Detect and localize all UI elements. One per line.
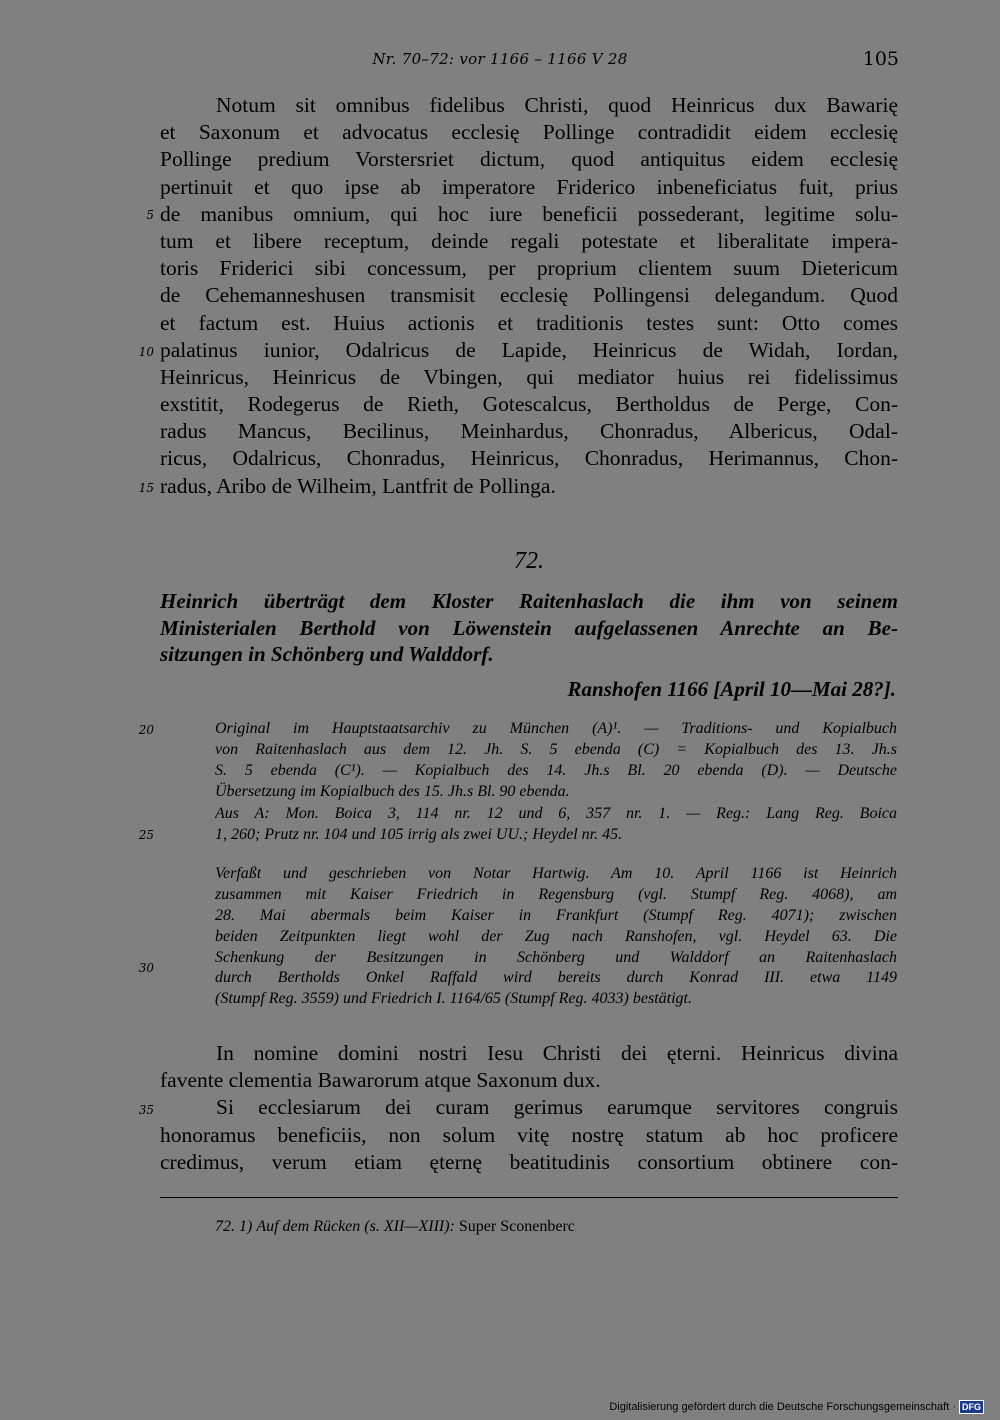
text-line: palatinus iunior, Odalricus de Lapide, Heinricus de Widah, Iordan, xyxy=(160,337,898,362)
line-number: 35 xyxy=(138,1103,154,1117)
text-line: de manibus omnium, qui hoc iure beneficii possederant, legitime solu- xyxy=(160,201,898,226)
text-line: ricus, Odalricus, Chonradus, Heinricus, Chonradus, Herimannus, Chon- xyxy=(160,446,898,471)
footnote-text: Super Sconenberc xyxy=(458,1218,575,1235)
text-line: Si ecclesiarum dei curam gerimus earumque servitores congruis xyxy=(216,1095,898,1120)
digitization-credit xyxy=(609,1400,984,1414)
line-number: 25 xyxy=(138,828,154,842)
page-number: 105 xyxy=(862,48,899,70)
dfg-logo-icon[interactable]: DFG xyxy=(959,1400,984,1414)
text-line: de Cehemanneshusen transmisit ecclesię Pollingensi delegandum. Quod xyxy=(160,283,898,308)
text-line: radus, Aribo de Wilheim, Lantfrit de Pollinga. xyxy=(160,473,556,498)
commentary-line: durch Bertholds Onkel Raffald wird bereits durch Konrad III. etwa 1149 xyxy=(215,969,897,987)
text-line: pertinuit et quo ipse ab imperatore Friderico inbeneficiatus fuit, prius xyxy=(160,174,898,199)
line-number: 20 xyxy=(138,723,154,737)
prints-note xyxy=(215,804,897,846)
commentary-line: Schenkung der Besitzungen in Schönberg und Walddorf an Raitenhaslach xyxy=(215,948,897,966)
tradition-note xyxy=(215,719,897,803)
footnote xyxy=(215,1218,575,1236)
regest-line: Heinrich überträgt dem Kloster Raitenhaslach die ihm von seinem xyxy=(160,589,898,613)
regest-line: Ministerialen Berthold von Löwenstein aufgelassenen Anrechte an Be- xyxy=(160,615,898,640)
text-line: Heinricus, Heinricus de Vbingen, qui mediator huius rei fidelissimus xyxy=(160,364,898,389)
commentary-line: zusammen mit Kaiser Friedrich in Regensburg (vgl. Stumpf Reg. 4068), am xyxy=(215,885,897,903)
commentary-line: 28. Mai abermals beim Kaiser in Frankfurt (Stumpf Reg. 4071); zwischen xyxy=(215,906,897,924)
tradition-line: Original im Hauptstaatsarchiv zu München (A)¹. — Traditions- und Kopialbuch xyxy=(215,720,897,737)
tradition-line: von Raitenhaslach aus dem 12. Jh. S. 5 ebenda (C) = Kopialbuch des 13. Jh.s xyxy=(215,740,897,758)
charter-text-71 xyxy=(160,92,898,500)
line-number: 30 xyxy=(138,961,154,975)
text-line: radus Mancus, Becilinus, Meinhardus, Chonradus, Albericus, Odal- xyxy=(160,419,898,444)
prints-line: 1, 260; Prutz nr. 104 und 105 irrig als zwei UU.; Heydel nr. 45. xyxy=(215,825,623,843)
commentary-line: Verfaßt und geschrieben von Notar Hartwig. Am 10. April 1166 ist Heinrich xyxy=(215,865,897,882)
tradition-line: S. 5 ebenda (C¹). — Kopialbuch des 14. Jh.s Bl. 20 ebenda (D). — Deutsche xyxy=(215,761,897,779)
regest xyxy=(160,588,898,668)
prints-line: Aus A: Mon. Boica 3, 114 nr. 12 und 6, 357 nr. 1. — Reg.: Lang Reg. Boica xyxy=(215,805,897,822)
text-line: toris Friderici sibi concessum, per proprium clientem suum Dietericum xyxy=(160,256,898,281)
text-line: credimus, verum etiam ęternę beatitudinis consortium obtinere con- xyxy=(160,1149,898,1174)
running-title: Nr. 70–72: vor 1166 – 1166 V 28 xyxy=(372,50,628,68)
regest-line: sitzungen in Schönberg und Walddorf. xyxy=(160,642,494,666)
document-number: 72. xyxy=(514,548,544,574)
text-line: In nomine domini nostri Iesu Christi dei ęterni. Heinricus divina xyxy=(216,1041,898,1065)
line-number: 15 xyxy=(138,481,154,495)
text-line: et Saxonum et advocatus ecclesię Pollinge contradidit eidem ecclesię xyxy=(160,120,898,145)
dateline: Ranshofen 1166 [April 10—Mai 28?]. xyxy=(567,677,896,701)
tradition-line: Übersetzung im Kopialbuch des 15. Jh.s Bl. 90 ebenda. xyxy=(215,782,570,800)
text-line: et factum est. Huius actionis et traditionis testes sunt: Otto comes xyxy=(160,310,898,335)
commentary-note xyxy=(215,864,897,1010)
charter-text-72 xyxy=(160,1040,898,1176)
footnote-marker: 72. 1) xyxy=(215,1218,253,1235)
footnote-label: Auf dem Rücken (s. XII—XIII): xyxy=(256,1218,455,1235)
text-line: Notum sit omnibus fidelibus Christi, quod Heinricus dux Bawarię xyxy=(216,93,898,117)
credit-text: Digitalisierung gefördert durch die Deutsche Forschungsgemeinschaft · xyxy=(609,1401,956,1413)
line-number: 10 xyxy=(138,345,154,359)
text-line: favente clementia Bawarorum atque Saxonum dux. xyxy=(160,1068,601,1093)
footnote-divider xyxy=(160,1197,898,1198)
commentary-line: (Stumpf Reg. 3559) und Friedrich I. 1164/65 (Stumpf Reg. 4033) bestätigt. xyxy=(215,990,692,1008)
text-line: Pollinge predium Vorstersriet dictum, quod antiquitus eidem ecclesię xyxy=(160,147,898,172)
commentary-line: beiden Zeitpunkten liegt wohl der Zug nach Ranshofen, vgl. Heydel 63. Die xyxy=(215,927,897,945)
text-line: honoramus beneficiis, non solum vitę nostrę statum ab hoc proficere xyxy=(160,1122,898,1147)
text-line: exstitit, Rodegerus de Rieth, Gotescalcus, Bertholdus de Perge, Con- xyxy=(160,392,898,417)
line-number: 5 xyxy=(146,208,154,222)
text-line: tum et libere receptum, deinde regali potestate et liberalitate impera- xyxy=(160,228,898,253)
